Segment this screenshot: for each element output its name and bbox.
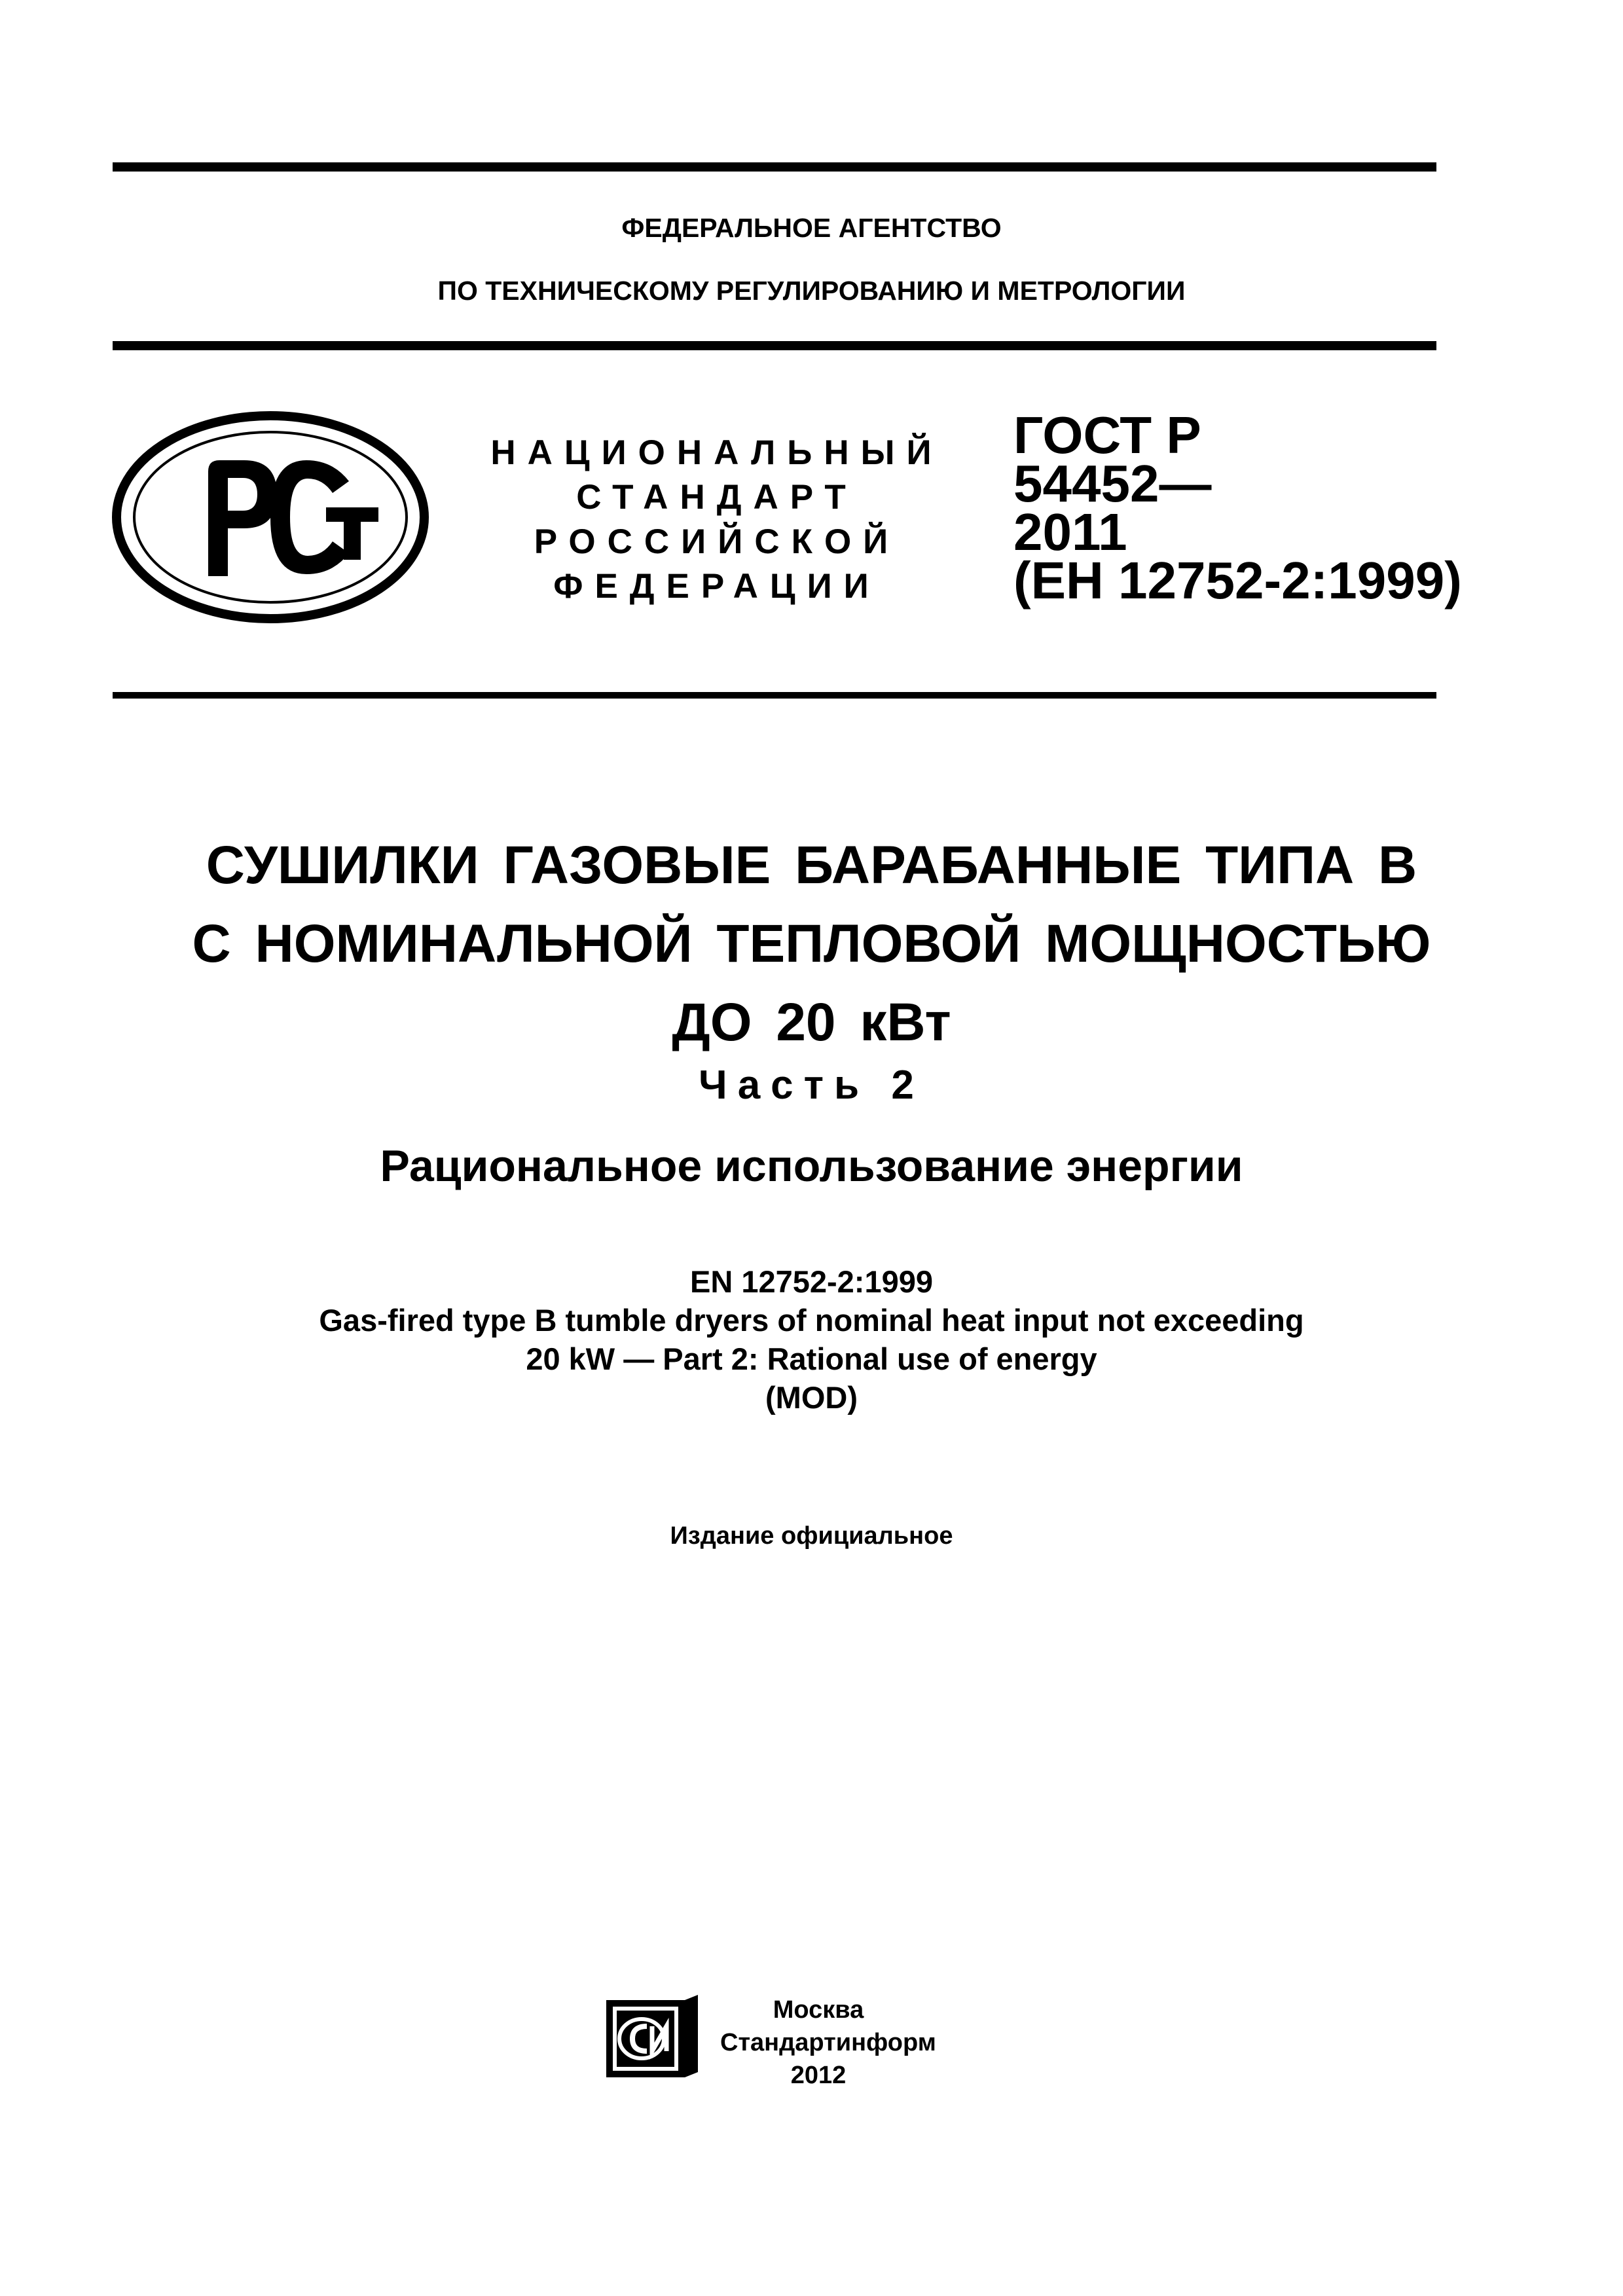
top-divider-rule	[113, 162, 1436, 172]
national-standard-line-2: СТАНДАРТ	[576, 478, 858, 517]
designation-line-4: (ЕН 12752-2:1999)	[1013, 551, 1462, 610]
header-divider-rule	[113, 341, 1436, 350]
national-standard-line-3: РОССИЙСКОЙ	[534, 522, 900, 561]
publisher-city: Москва	[773, 1996, 864, 2024]
designation-line-3: 2011	[1013, 503, 1127, 561]
rst-logo	[110, 409, 431, 625]
part-label: Часть 2	[699, 1063, 924, 1108]
part-subtitle: Рациональное использование энергии	[380, 1141, 1243, 1191]
en-reference-line-2: Gas-fired type B tumble dryers of nominal heat input not exceeding	[319, 1303, 1304, 1338]
en-reference-line-3: 20 kW — Part 2: Rational use of energy	[526, 1341, 1097, 1376]
designation-divider-rule	[113, 692, 1436, 699]
agency-name-line-2: ПО ТЕХНИЧЕСКОМУ РЕГУЛИРОВАНИЮ И МЕТРОЛОГИИ	[437, 276, 1186, 306]
designation-line-2: 54452—	[1013, 454, 1212, 513]
standartinform-logo	[604, 1994, 701, 2080]
title-line-2: С НОМИНАЛЬНОЙ ТЕПЛОВОЙ МОЩНОСТЬЮ	[192, 914, 1431, 974]
title-line-1: СУШИЛКИ ГАЗОВЫЕ БАРАБАННЫЕ ТИПА В	[206, 835, 1417, 895]
publisher-year: 2012	[790, 2062, 847, 2089]
agency-name-line-1: ФЕДЕРАЛЬНОЕ АГЕНТСТВО	[621, 213, 1002, 243]
edition-note: Издание официальное	[670, 1522, 953, 1550]
document-title	[0, 826, 1623, 1062]
en-reference-line-1: EN 12752-2:1999	[689, 1264, 934, 1299]
national-standard-line-1: НАЦИОНАЛЬНЫЙ	[490, 433, 943, 472]
publisher-name: Стандартинформ	[720, 2029, 936, 2056]
national-standard-label	[458, 431, 976, 609]
national-standard-line-4: ФЕДЕРАЦИИ	[553, 567, 881, 606]
title-line-3: ДО 20 кВт	[672, 993, 951, 1052]
en-reference	[0, 1262, 1623, 1417]
designation-line-1: ГОСТ Р	[1013, 406, 1201, 464]
en-reference-line-4: (MOD)	[765, 1380, 858, 1415]
publisher-info	[720, 1994, 936, 2092]
standard-designation	[1013, 406, 1462, 610]
